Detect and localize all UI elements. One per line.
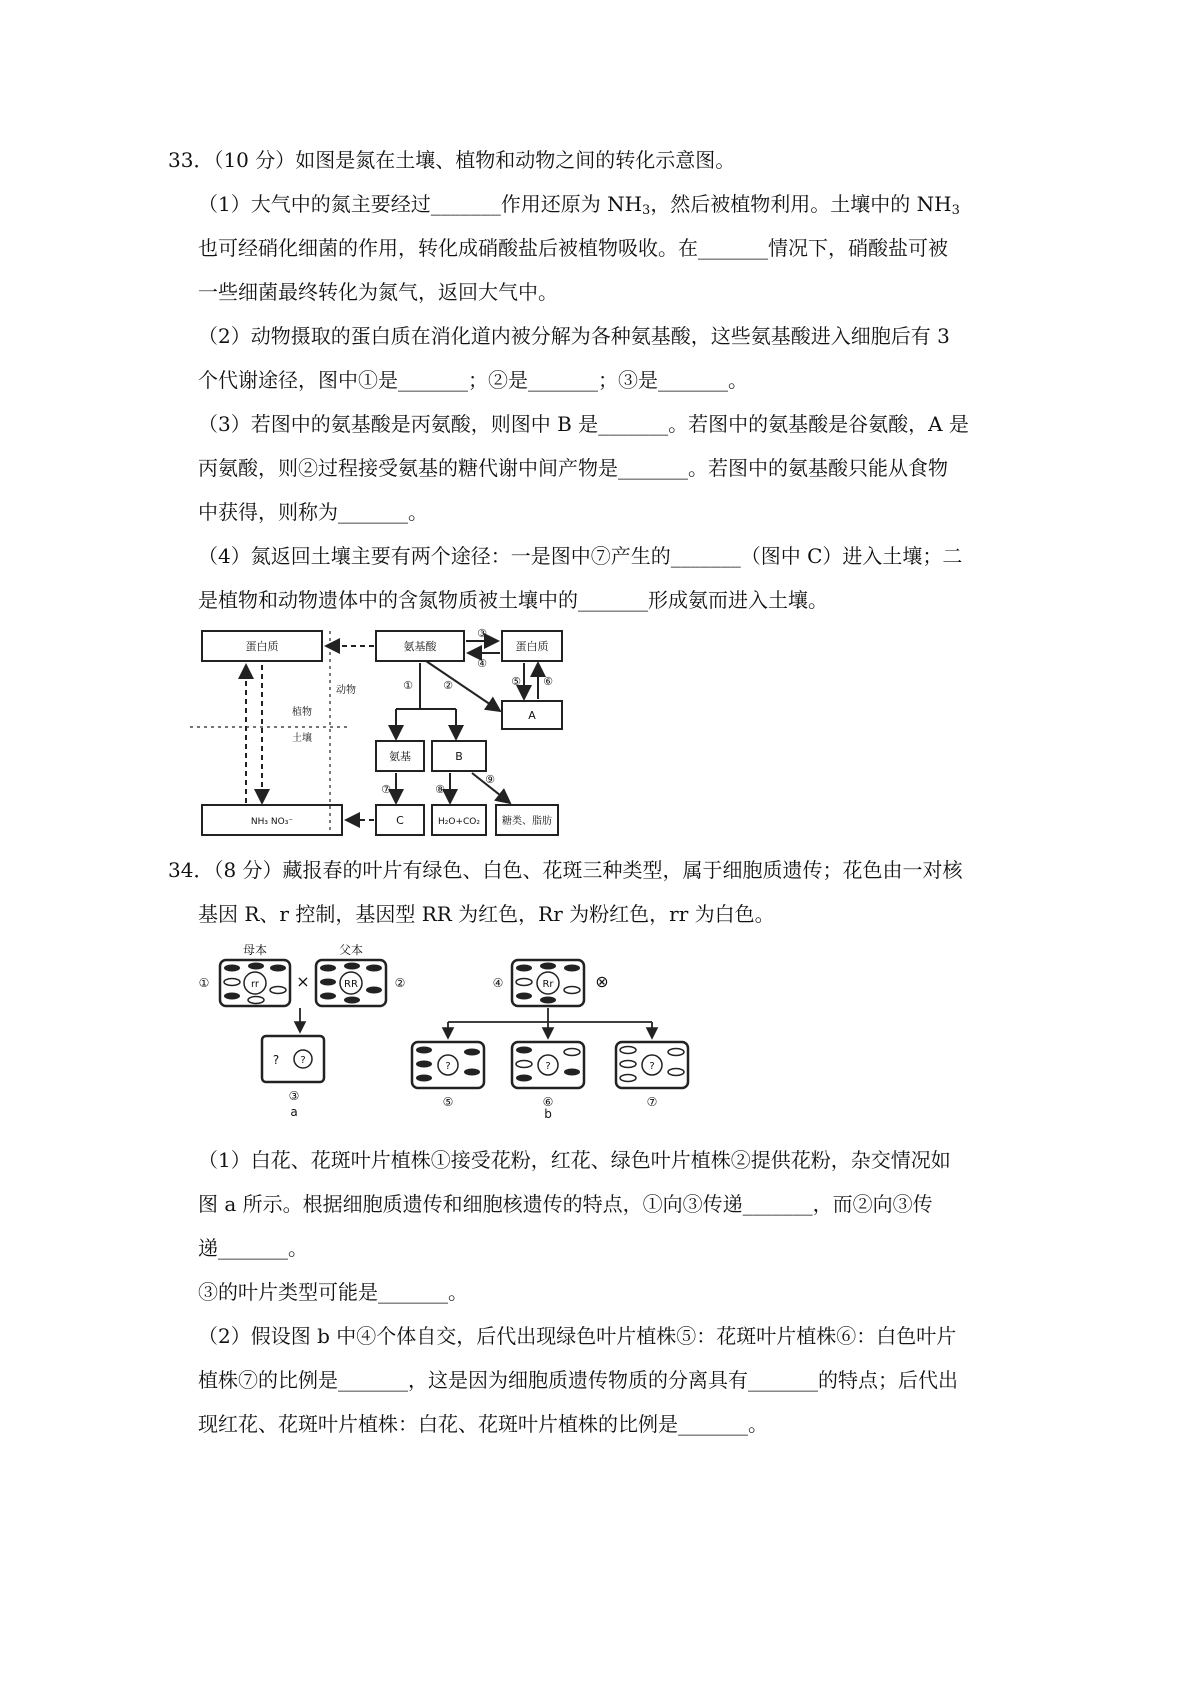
figure-b-label: b [544, 1107, 552, 1120]
q33-part3-line2: 丙氨酸，则②过程接受氨基的糖代谢中间产物是_______。若图中的氨基酸只能从食物 [198, 456, 948, 480]
cell-label-7: ⑦ [646, 1095, 658, 1109]
cross-symbol: × [296, 972, 310, 991]
q34-part2-line1: （2）假设图 b 中④个体自交，后代出现绿色叶片植株⑤：花斑叶片植株⑥：白色叶片 [198, 1324, 957, 1348]
cell-label-1: ① [198, 976, 210, 990]
cell-3-offspring [262, 1036, 324, 1082]
q34-title: 34．（8 分）藏报春的叶片有绿色、白色、花斑三种类型，属于细胞质遗传；花色由一对核 [168, 858, 963, 882]
q33-part3-line3: 中获得，则称为_______。 [198, 500, 428, 524]
protein-right-label: 蛋白质 [515, 640, 549, 653]
q33-part4-line1: （4）氮返回土壤主要有两个途径：一是图中⑦产生的_______（图中 C）进入土壤；二 [198, 544, 963, 568]
amino-acid-label: 氨基酸 [403, 640, 437, 653]
q33-title: 33．（10 分）如图是氮在土壤、植物和动物之间的转化示意图。 [168, 148, 736, 172]
q34-part2-line2: 植株⑦的比例是_______，这是因为细胞质遗传物质的分离具有_______的特点；后代出 [198, 1368, 958, 1392]
father-label: 父本 [338, 943, 364, 957]
sugar-fat-label: 糖类、脂肪 [502, 816, 552, 827]
animal-label: 动物 [336, 685, 356, 696]
cell-label-4: ④ [492, 976, 504, 990]
b-label: B [455, 750, 463, 763]
mother-label: 母本 [242, 943, 268, 957]
genotype-RR: RR [344, 979, 358, 990]
nitrogen-cycle-diagram [190, 625, 590, 840]
q34-part1-line1: （1）白花、花斑叶片植株①接受花粉，红花、绿色叶片植株②提供花粉，杂交情况如 [198, 1148, 951, 1172]
cell-label-6: ⑥ [542, 1095, 554, 1109]
marker-4: ④ [477, 657, 487, 670]
cell-3-question: ? [272, 1053, 280, 1067]
h2o-co2-label: H₂O+CO₂ [438, 817, 480, 827]
q33-part2-line2: 个代谢途径，图中①是_______；②是_______；③是_______。 [198, 368, 748, 392]
protein-left-label: 蛋白质 [245, 640, 279, 653]
amino-group-label: 氨基 [389, 750, 411, 763]
cell-3-nucleus-question: ? [300, 1055, 306, 1066]
q34-part1-line2: 图 a 所示。根据细胞质遗传和细胞核遗传的特点，①向③传递_______，而②向③传 [198, 1192, 933, 1216]
marker-5: ⑤ [511, 675, 521, 688]
marker-6: ⑥ [543, 675, 553, 688]
soil-label: 土壤 [292, 733, 312, 744]
q33-part3-line1: （3）若图中的氨基酸是丙氨酸，则图中 B 是_______。若图中的氨基酸是谷氨酸，A 是 [198, 412, 969, 436]
genotype-Rr: Rr [542, 979, 554, 990]
genotype-rr: rr [250, 979, 260, 990]
cell-label-2: ② [394, 976, 406, 990]
cell-6-nucleus-question: ? [545, 1061, 551, 1072]
marker-3: ③ [477, 627, 487, 640]
q33-part1-line3: 一些细菌最终转化为氮气，返回大气中。 [198, 280, 558, 304]
cell-label-3: ③ [288, 1089, 300, 1103]
marker-2: ② [443, 679, 453, 692]
cell-7-nucleus-question: ? [649, 1061, 655, 1072]
q33-part4-line2: 是植物和动物遗体中的含氮物质被土壤中的_______形成氨而进入土壤。 [198, 588, 828, 612]
q34-title-line2: 基因 R、r 控制，基因型 RR 为红色，Rr 为粉红色，rr 为白色。 [198, 902, 775, 926]
cell-5-nucleus-question: ? [445, 1061, 451, 1072]
q33-part2-line1: （2）动物摄取的蛋白质在消化道内被分解为各种氨基酸，这些氨基酸进入细胞后有 3 [198, 324, 950, 348]
q34-part2-line3: 现红花、花斑叶片植株：白花、花斑叶片植株的比例是_______。 [198, 1412, 768, 1436]
figure-a-label: a [290, 1105, 298, 1119]
marker-1: ① [403, 679, 413, 692]
q34-part1-line3: 递_______。 [198, 1236, 308, 1260]
marker-9: ⑨ [485, 773, 495, 786]
cell-label-5: ⑤ [442, 1095, 454, 1109]
q33-part1-line1: （1）大气中的氮主要经过_______作用还原为 $NH_3$，然后被植物利用。土壤中的 $NH_3$ [198, 192, 960, 218]
a-label: A [528, 709, 536, 722]
nh3-no3-label: NH₃ NO₃⁻ [250, 817, 294, 827]
self-symbol: ⊗ [595, 972, 609, 991]
marker-8: ⑧ [435, 783, 445, 796]
c-label: C [396, 814, 404, 827]
inheritance-figure [190, 940, 710, 1120]
marker-7: ⑦ [381, 783, 391, 796]
q33-part1-line2: 也可经硝化细菌的作用，转化成硝酸盐后被植物吸收。在_______情况下，硝酸盐可被 [198, 236, 948, 260]
plant-label: 植物 [292, 707, 312, 718]
q34-part1-line4: ③的叶片类型可能是_______。 [198, 1280, 468, 1304]
